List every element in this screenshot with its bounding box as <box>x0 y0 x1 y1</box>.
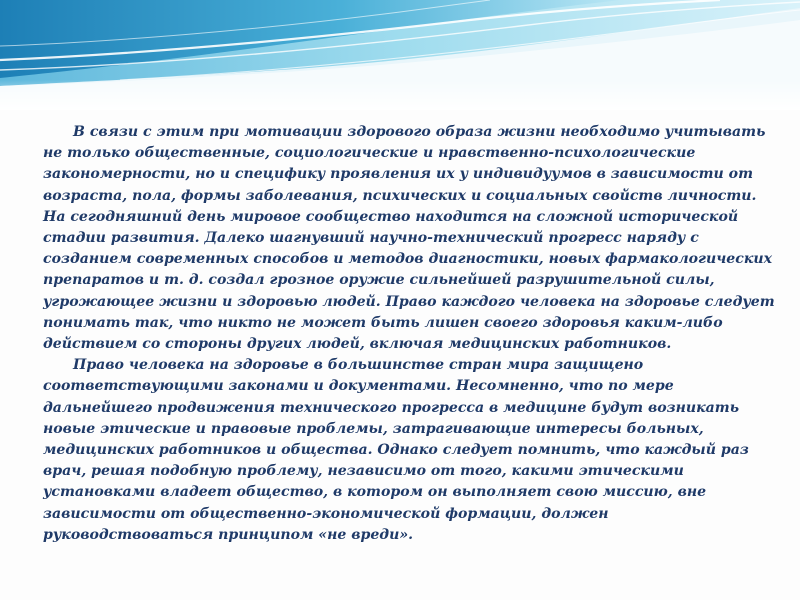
text-line: стадии развития. Далеко шагнувший научно-технический прогресс наряду с <box>43 230 699 247</box>
text-line: не только общественные, социологические и нравственно-психологические <box>43 145 696 162</box>
text-line: новые этические и правовые проблемы, затрагивающие интересы больных, <box>43 420 704 437</box>
text-line: На сегодняшний день мировое сообщество находится на сложной исторической <box>43 208 739 225</box>
text-line: зависимости от общественно-экономической формации, должен <box>43 505 609 522</box>
text-line: препаратов и т. д. создал грозное оружие сильнейшей разрушительной силы, <box>43 272 715 289</box>
text-line: врач, решая подобную проблему, независимо от того, какими этическими <box>43 463 684 480</box>
paragraph-1 <box>43 122 775 355</box>
body-text <box>43 122 775 546</box>
decorative-wave-header <box>0 0 800 110</box>
text-line: возраста, пола, формы заболевания, психических и социальных свойств личности. <box>43 187 757 204</box>
text-line: медицинских работников и общества. Однако следует помнить, что каждый раз <box>43 442 749 459</box>
text-line: понимать так, что никто не может быть лишен своего здоровья каким-либо <box>43 314 723 331</box>
text-line: В связи с этим при мотивации здорового образа жизни необходимо учитывать <box>73 124 766 140</box>
text-line: руководствоваться принципом «не вреди». <box>43 526 414 543</box>
text-line: действием со стороны других людей, включая медицинских работников. <box>43 336 672 353</box>
text-line: созданием современных способов и методов диагностики, новых фармакологических <box>43 251 773 268</box>
text-line: установками владеет общество, в котором он выполняет свою миссию, вне <box>43 484 707 501</box>
paragraph-2 <box>43 355 749 546</box>
text-line: Право человека на здоровье в большинстве стран мира защищено <box>73 357 644 374</box>
text-line: угрожающее жизни и здоровью людей. Право каждого человека на здоровье следует <box>43 293 775 310</box>
text-line: соответствующими законами и документами. Несомненно, что по мере <box>43 378 674 395</box>
text-line: дальнейшего продвижения технического прогресса в медицине будут возникать <box>43 399 740 416</box>
text-line: закономерности, но и специфику проявления их у индивидуумов в зависимости от <box>43 166 753 183</box>
